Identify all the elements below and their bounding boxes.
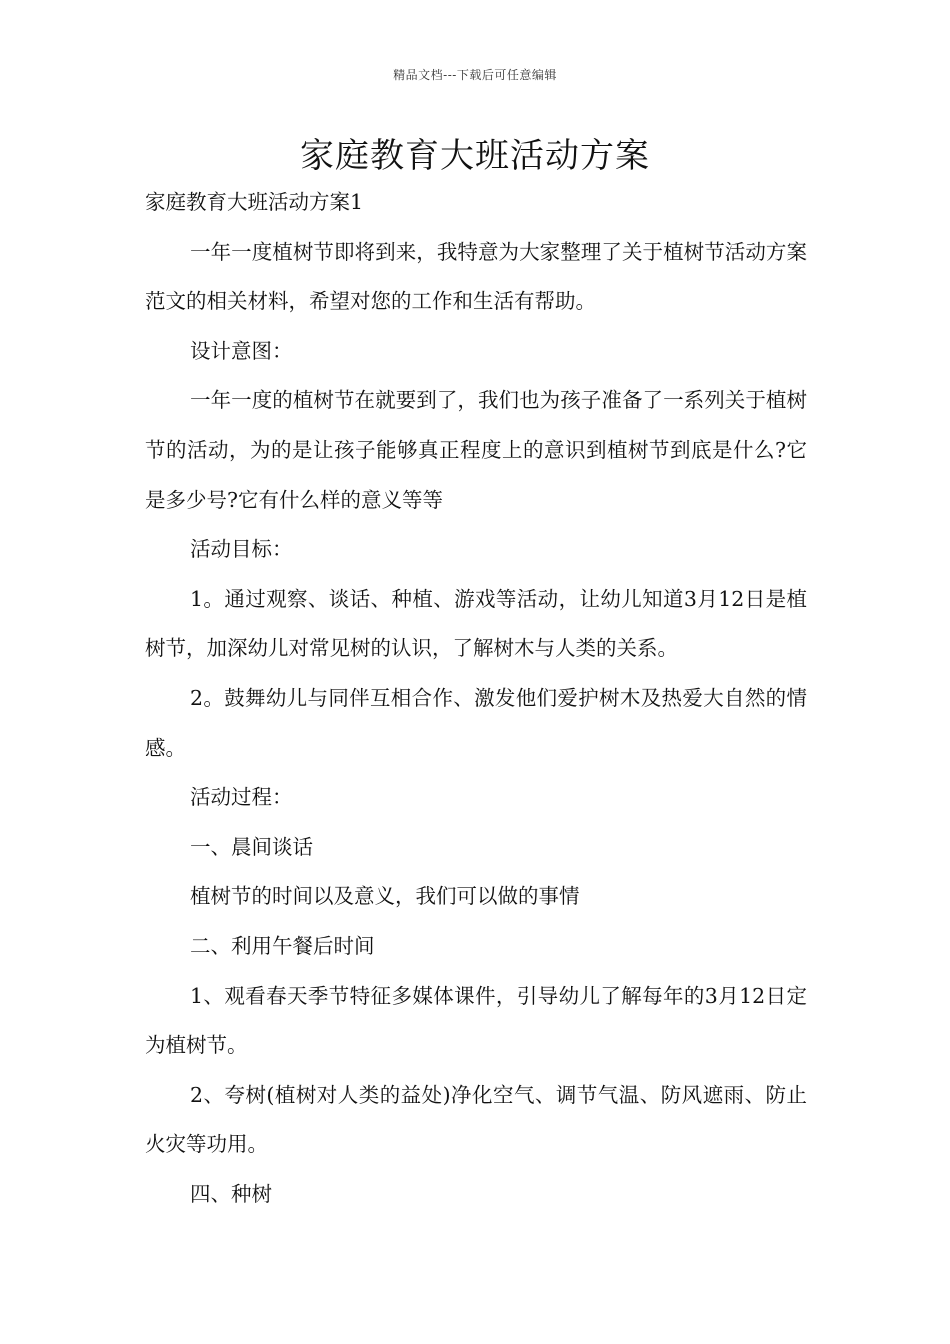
paragraph-after-lunch-1: 1、观看春天季节特征多媒体课件，引导幼儿了解每年的3月12日定为植树节。: [145, 983, 807, 1058]
heading-plant-trees: 四、种树: [190, 1181, 272, 1206]
heading-activity-goals: 活动目标：: [190, 537, 293, 562]
paragraph-after-lunch-2: 2、夸树(植树对人类的益处)净化空气、调节气温、防风遮雨、防止火灾等功用。: [145, 1082, 807, 1157]
heading-after-lunch: 二、利用午餐后时间: [190, 933, 375, 958]
document-title: 家庭教育大班活动方案: [300, 136, 650, 176]
heading-design-intent: 设计意图：: [190, 338, 293, 363]
paragraph-intro: 一年一度植树节即将到来，我特意为大家整理了关于植树节活动方案范文的相关材料，希望对您的工作和生活有帮助。: [145, 239, 807, 314]
paragraph-goal-2: 2。鼓舞幼儿与同伴互相合作、激发他们爱护树木及热爱大自然的情感。: [145, 685, 807, 760]
document-subtitle: 家庭教育大班活动方案1: [145, 190, 364, 214]
heading-morning-talk: 一、晨间谈话: [190, 834, 313, 859]
heading-activity-process: 活动过程：: [190, 785, 293, 810]
document-body: [145, 178, 807, 1219]
paragraph-goal-1: 1。通过观察、谈话、种植、游戏等活动，让幼儿知道3月12日是植树节，加深幼儿对常见树的认识，了解树木与人类的关系。: [145, 586, 807, 661]
paragraph-morning-talk: 植树节的时间以及意义，我们可以做的事情: [190, 884, 580, 909]
page-header: 精品文档---下载后可任意编辑: [393, 68, 557, 82]
paragraph-design-intent: 一年一度的植树节在就要到了，我们也为孩子准备了一系列关于植树节的活动，为的是让孩子能够真正程度上的意识到植树节到底是什么?它是多少号?它有什么样的意义等等: [145, 388, 807, 512]
